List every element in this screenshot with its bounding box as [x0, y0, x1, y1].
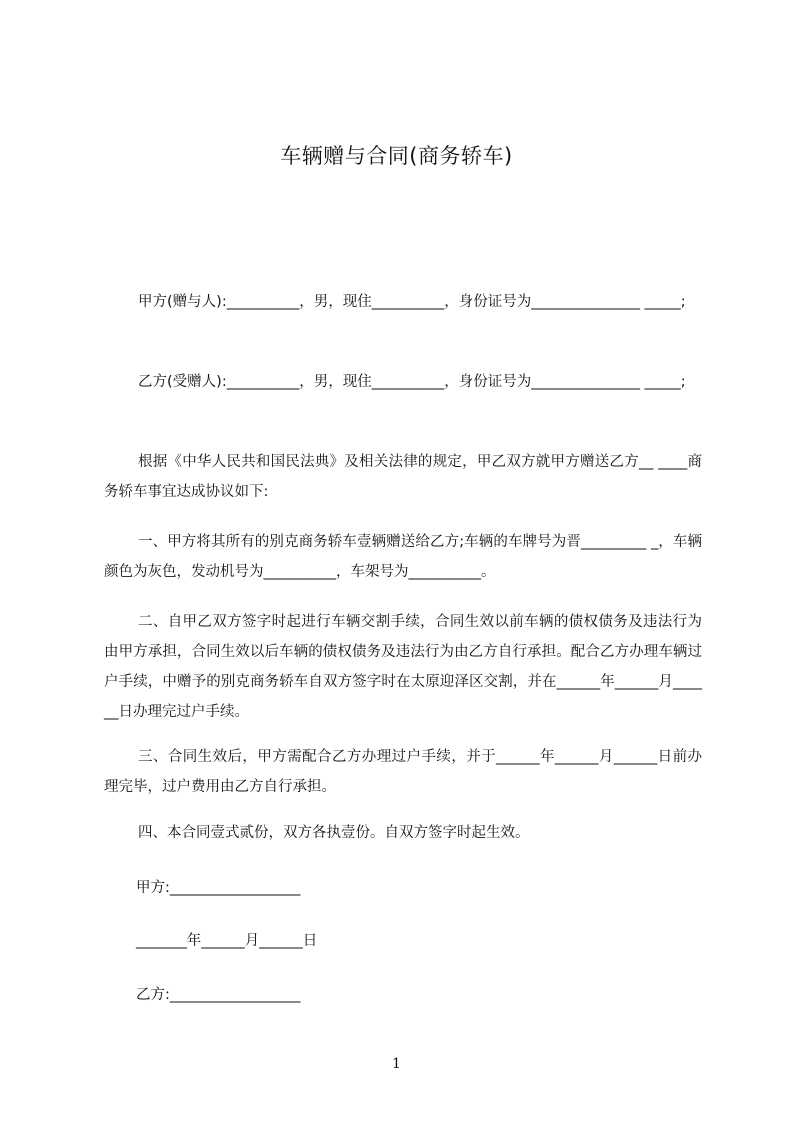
- clause-2: 二、自甲乙双方签字时起进行车辆交割手续，合同生效以前车辆的债权债务及违法行为由甲方承担，合同生效以后车辆的债权债务及违法行为由乙方自行承担。配合乙方办理车辆过户手续，中赠予的别克商务轿车自双方签字时在太原迎泽区交割，并在______年______月______日办理完过户手续。: [104, 614, 702, 720]
- document-title: 车辆赠与合同(商务轿车): [280, 144, 513, 168]
- page-number: 1: [392, 1056, 401, 1072]
- clause-1: 一、甲方将其所有的别克商务轿车壹辆赠送给乙方;车辆的车牌号为晋_________ _，车辆颜色为灰色，发动机号为__________，车架号为__________。: [104, 534, 702, 580]
- party-a-info: 甲方(赠与人):__________，男，现住__________，身份证号为_______________ _____;: [138, 294, 686, 310]
- clause-3: 三、合同生效后，甲方需配合乙方办理过户手续，并于______年______月______日前办理完毕，过户费用由乙方自行承担。: [104, 749, 702, 795]
- signature-date: _______年______月______日: [136, 933, 318, 949]
- party-b-info: 乙方(受赠人):__________，男，现住__________，身份证号为_______________ _____;: [138, 374, 686, 390]
- clause-4: 四、本合同壹式贰份，双方各执壹份。自双方签字时起生效。: [138, 825, 530, 841]
- preamble-paragraph: 根据《中华人民共和国民法典》及相关法律的规定，甲乙双方就甲方赠送乙方__ ____商务轿车事宜达成协议如下:: [104, 454, 702, 500]
- signature-party-a: 甲方:__________________: [136, 880, 301, 896]
- signature-party-b: 乙方:__________________: [136, 987, 301, 1003]
